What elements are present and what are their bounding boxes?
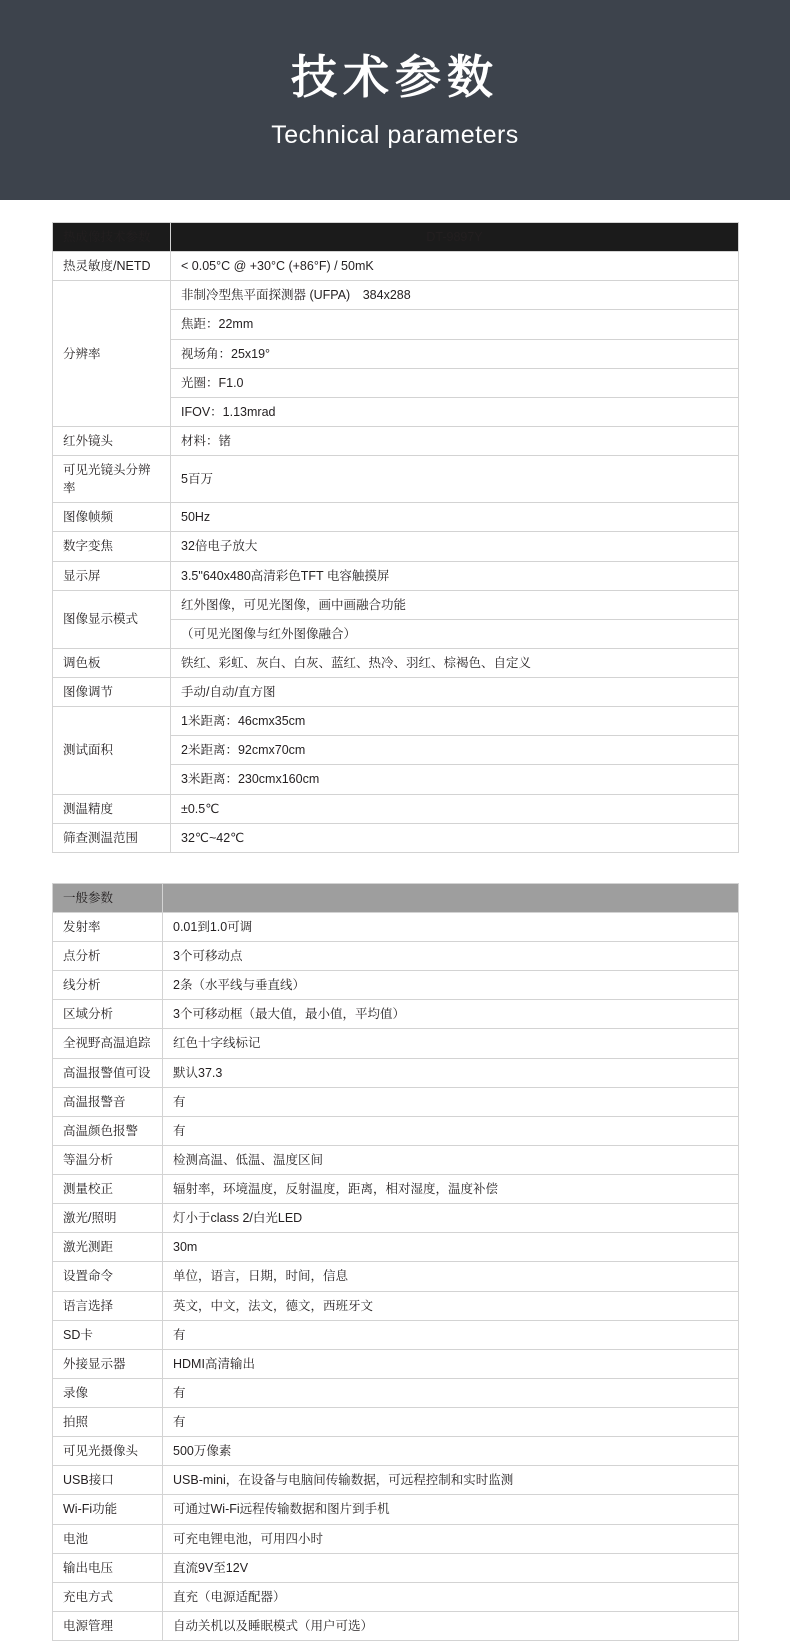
row-label: 可见光镜头分辨率 [53, 456, 171, 503]
row-value: 默认37.3 [163, 1058, 739, 1087]
row-value: 焦距：22mm [171, 310, 739, 339]
row-value: 可通过Wi-Fi远程传输数据和图片到手机 [163, 1495, 739, 1524]
row-label: 语言选择 [53, 1291, 163, 1320]
row-label: 全视野高温追踪 [53, 1029, 163, 1058]
row-value: 1米距离：46cmx35cm [171, 707, 739, 736]
table-row [53, 1553, 739, 1582]
general-table-header-blank [163, 883, 739, 912]
row-label: 充电方式 [53, 1582, 163, 1611]
row-value: ±0.5℃ [171, 794, 739, 823]
row-value: 5百万 [171, 456, 739, 503]
row-value: 非制冷型焦平面探测器 (UFPA) 384x288 [171, 281, 739, 310]
row-value: 3个可移动点 [163, 942, 739, 971]
row-value: < 0.05°C @ +30°C (+86°F) / 50mK [171, 252, 739, 281]
table-row [53, 1029, 739, 1058]
table-row [53, 1204, 739, 1233]
row-value: 自动关机以及睡眠模式（用户可选） [163, 1611, 739, 1640]
row-label: 调色板 [53, 648, 171, 677]
row-value: 视场角：25x19° [171, 339, 739, 368]
row-label: 激光/照明 [53, 1204, 163, 1233]
thermal-table-model: DT-9897Y [171, 223, 739, 252]
table-row [53, 1087, 739, 1116]
table-row [53, 912, 739, 941]
row-label: 筛查测温范围 [53, 823, 171, 852]
row-value: 30m [163, 1233, 739, 1262]
table-row [53, 1145, 739, 1174]
row-value: 有 [163, 1320, 739, 1349]
row-label: 测量校正 [53, 1175, 163, 1204]
table-header-row [53, 883, 739, 912]
row-value: 检测高温、低温、温度区间 [163, 1145, 739, 1174]
row-value: 2条（水平线与垂直线） [163, 971, 739, 1000]
table-row [53, 942, 739, 971]
row-value: 3.5"640x480高清彩色TFT 电容触摸屏 [171, 561, 739, 590]
table-row [53, 1466, 739, 1495]
row-label: 电源管理 [53, 1611, 163, 1640]
row-label: 图像显示模式 [53, 590, 171, 648]
row-value: （可见光图像与红外图像融合） [171, 619, 739, 648]
row-label: 高温报警值可设 [53, 1058, 163, 1087]
row-label: 显示屏 [53, 561, 171, 590]
table-row [53, 1320, 739, 1349]
table-row [53, 1000, 739, 1029]
table-row [53, 823, 739, 852]
table-row [53, 1378, 739, 1407]
row-label: 区域分析 [53, 1000, 163, 1029]
row-label: 录像 [53, 1378, 163, 1407]
row-value: 单位，语言，日期，时间，信息 [163, 1262, 739, 1291]
row-label: 图像调节 [53, 678, 171, 707]
row-label: 红外镜头 [53, 426, 171, 455]
row-label: 外接显示器 [53, 1349, 163, 1378]
row-value: HDMI高清输出 [163, 1349, 739, 1378]
row-label: 高温颜色报警 [53, 1116, 163, 1145]
row-label: USB接口 [53, 1466, 163, 1495]
row-value: 直流9V至12V [163, 1553, 739, 1582]
table-row [53, 1582, 739, 1611]
thermal-spec-table [52, 222, 739, 853]
row-value: 50Hz [171, 503, 739, 532]
table-row [53, 707, 739, 736]
row-label: 线分析 [53, 971, 163, 1000]
table-row [53, 1349, 739, 1378]
table-row [53, 1262, 739, 1291]
row-value: IFOV：1.13mrad [171, 397, 739, 426]
row-label: 可见光摄像头 [53, 1437, 163, 1466]
table-row [53, 281, 739, 310]
table-row [53, 1116, 739, 1145]
row-label: 等温分析 [53, 1145, 163, 1174]
row-label: 图像帧频 [53, 503, 171, 532]
row-value: 红外图像，可见光图像，画中画融合功能 [171, 590, 739, 619]
table-row [53, 426, 739, 455]
table-row [53, 252, 739, 281]
table-row [53, 1291, 739, 1320]
table-row [53, 503, 739, 532]
row-value: 材料：锗 [171, 426, 739, 455]
row-value: 3米距离：230cmx160cm [171, 765, 739, 794]
table-row [53, 532, 739, 561]
row-label: 测试面积 [53, 707, 171, 794]
row-label: 电池 [53, 1524, 163, 1553]
row-value: 0.01到1.0可调 [163, 912, 739, 941]
table-row [53, 1437, 739, 1466]
row-value: 有 [163, 1116, 739, 1145]
general-table-category: 一般参数 [53, 883, 163, 912]
row-value: 可充电锂电池，可用四小时 [163, 1524, 739, 1553]
row-label: 激光测距 [53, 1233, 163, 1262]
row-value: 有 [163, 1408, 739, 1437]
row-label: 输出电压 [53, 1553, 163, 1582]
table-row [53, 590, 739, 619]
row-label: 设置命令 [53, 1262, 163, 1291]
thermal-table-category: 热成像技术参数 [53, 223, 171, 252]
table-row [53, 1408, 739, 1437]
spec-sheet [0, 200, 790, 1641]
table-row [53, 678, 739, 707]
row-value: 手动/自动/直方图 [171, 678, 739, 707]
row-value: 光圈：F1.0 [171, 368, 739, 397]
table-row [53, 794, 739, 823]
row-value: 32倍电子放大 [171, 532, 739, 561]
page-header [0, 0, 790, 200]
row-label: 分辨率 [53, 281, 171, 427]
row-value: 辐射率，环境温度，反射温度，距离，相对湿度，温度补偿 [163, 1175, 739, 1204]
row-value: 500万像素 [163, 1437, 739, 1466]
table-row [53, 1495, 739, 1524]
row-value: 3个可移动框（最大值，最小值，平均值） [163, 1000, 739, 1029]
row-value: 英文，中文，法文，德文，西班牙文 [163, 1291, 739, 1320]
row-label: 测温精度 [53, 794, 171, 823]
table-row [53, 456, 739, 503]
row-label: 拍照 [53, 1408, 163, 1437]
table-header-row [53, 223, 739, 252]
page-title: 技术参数 [291, 51, 499, 104]
table-row [53, 1524, 739, 1553]
table-row [53, 561, 739, 590]
row-value: 有 [163, 1087, 739, 1116]
row-label: 数字变焦 [53, 532, 171, 561]
table-row [53, 1611, 739, 1640]
row-value: 32℃~42℃ [171, 823, 739, 852]
row-value: 红色十字线标记 [163, 1029, 739, 1058]
row-label: SD卡 [53, 1320, 163, 1349]
page-subtitle: Technical parameters [271, 120, 519, 149]
row-label: 点分析 [53, 942, 163, 971]
row-value: 灯小于class 2/白光LED [163, 1204, 739, 1233]
row-label: 高温报警音 [53, 1087, 163, 1116]
row-label: 热灵敏度/NETD [53, 252, 171, 281]
table-row [53, 1233, 739, 1262]
row-value: 直充（电源适配器） [163, 1582, 739, 1611]
row-value: 铁红、彩虹、灰白、白灰、蓝红、热冷、羽红、棕褐色、自定义 [171, 648, 739, 677]
table-row [53, 1175, 739, 1204]
row-label: 发射率 [53, 912, 163, 941]
table-row [53, 971, 739, 1000]
table-row [53, 1058, 739, 1087]
table-row [53, 648, 739, 677]
row-value: 有 [163, 1378, 739, 1407]
row-value: 2米距离：92cmx70cm [171, 736, 739, 765]
row-label: Wi-Fi功能 [53, 1495, 163, 1524]
general-spec-table [52, 883, 739, 1641]
row-value: USB-mini，在设备与电脑间传输数据，可远程控制和实时监测 [163, 1466, 739, 1495]
